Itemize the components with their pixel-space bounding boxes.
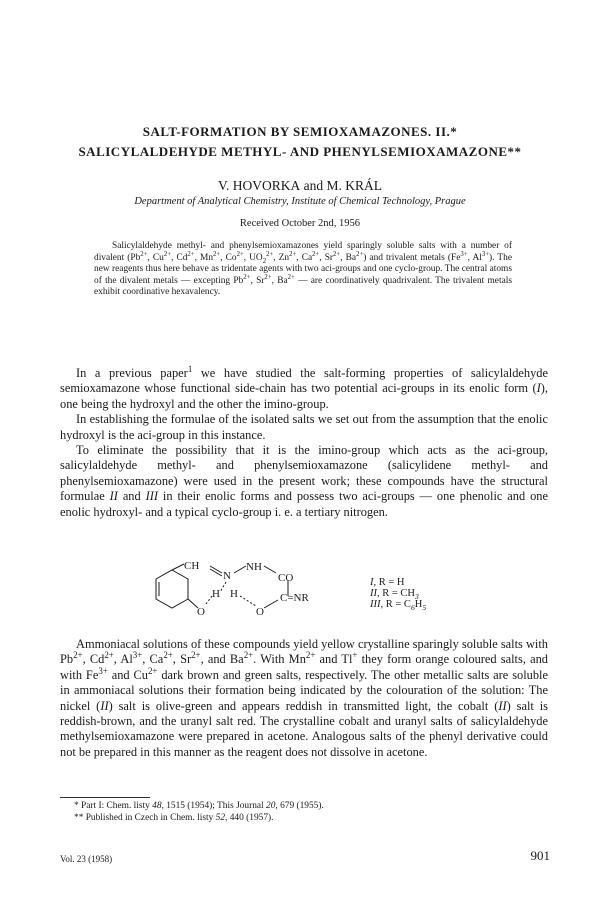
body-text-intro (60, 363, 548, 520)
label-c-nr: C=NR (280, 592, 309, 604)
legend-item: I, R = H (370, 577, 405, 588)
page-number: 901 (530, 848, 550, 863)
label-o-phenol: O (197, 606, 205, 618)
body-text-results (60, 637, 548, 760)
label-h-1: H (212, 588, 220, 600)
footnote-rule (60, 797, 150, 798)
paragraph-1: In a previous paper$^1$ we have studied the salt-forming properties of salicylaldehyde semioxamazone whose functional side-chain has two potential aci-groups in its enolic form (I), one being the hydroxyl and the other the imino-group. (60, 363, 548, 411)
hbond-2 (220, 582, 226, 592)
paragraph-3: To eliminate the possibility that it is the imino-group which acts as the aci-group, salicylaldehyde methyl- and phenylsemioxamazone (salicylidene methyl- and phenylsemioxamazone) were used in the present work; these compounds have the structural formulae II and III in their enolic forms and possess two aci-groups — one phenolic and one enolic hydroxyl- and a typical cyclo-group i. e. a tertiary nitrogen. (60, 443, 548, 519)
author-1: V. HOVORKA (217, 178, 301, 193)
label-co: CO (278, 572, 294, 584)
label-h-2: H (230, 588, 238, 600)
bond-o-c (264, 600, 278, 608)
abstract-paragraph: Salicylaldehyde methyl- and phenylsemioxamazones yield sparingly soluble salts with a number of divalent ($Pb^{2+}$, $Cu^{2+}$, $Cd^{2+}$, $Mn^{2+}$, $Co^{2+}$, $UO_2^{2+}$, $Zn^{2+}$, $Ca^{2+}$, $Sr^{2+}$, $Ba^{2+}$) and trivalent metals ($Fe^{3+}$, $Al^{3+}$). The new reagents thus here behave as tridentate agents with two aci-groups and one cyclo-group. The central atoms of the divalent metals — excepting $Pb^{2+}$, $Sr^{2+}$, $Ba^{2+}$ — are coordinatively quadrivalent. The trivalent metals exhibit coordinative hexavalency. (94, 241, 512, 298)
paper-title-line-1: SALT-FORMATION BY SEMIOXAMAZONES. II.* (142, 124, 458, 139)
label-ch: CH (184, 562, 200, 572)
bond-ring-ch (172, 564, 184, 570)
paragraph-2: In establishing the formulae of the isolated salts we set out from the assumption that the enolic hydroxyl is the aci-group in this instance. (60, 412, 548, 442)
abstract (94, 241, 512, 299)
structural-formula-diagram (150, 562, 550, 630)
footnote-1: * Part I: Chem. listy 48, 1515 (1954); This Journal 20, 679 (1955). (74, 801, 324, 811)
benzene-ring (156, 570, 188, 608)
legend-item: III, $R = C_6H_5$ (370, 599, 427, 613)
footnotes (60, 800, 548, 824)
volume-info: Vol. 23 (1958) (60, 854, 113, 864)
authors-conjunction: and (300, 178, 327, 193)
affiliation: Department of Analytical Chemistry, Institute of Chemical Technology, Prague (134, 196, 466, 207)
bond-nh-co (264, 566, 276, 573)
label-o-enol: O (256, 606, 264, 618)
received-date: Received October 2nd, 1956 (239, 218, 361, 229)
paragraph-4: Ammoniacal solutions of these compounds yield yellow crystalline sparingly soluble salts with $Pb^{2+}$, $Cd^{2+}$, $Al^{3+}$, $Ca^{2+}$, $Sr^{2+}$, and $Ba^{2+}$. With $Mn^{2+}$ and Tl+ they form orange coloured salts, and with $Fe^{3+}$ and $Cu^{2+}$ dark brown and green salts, respectively. The other metallic salts are soluble in ammoniacal solutions their formation being indicated by the colouration of the solution: The nickel (II) salt is olive-green and appears reddish in transmitted light, the cobalt (II) salt is reddish-brown, and the uranyl salt red. The crystalline cobalt and uranyl salts of salicylaldehyde methylsemioxamazone were prepared in acetone. Analogous salts of the phenyl derivative could not be prepared in this manner as the reagent does not dissolve in acetone. (60, 637, 549, 759)
paper-title-line-2: SALICYLALDEHYDE METHYL- AND PHENYLSEMIOXAMAZONE** (78, 144, 522, 159)
authors (0, 178, 600, 194)
hbond-3 (240, 596, 256, 606)
label-n: N (223, 570, 231, 582)
bond-n-nh (234, 566, 246, 573)
author-2: M. KRÁL (326, 178, 383, 193)
legend-item: II, $R = CH_3$ (370, 588, 419, 602)
formula-legend (370, 577, 427, 613)
footnote-2: ** Published in Czech in Chem. listy 52, 440 (1957). (74, 813, 274, 823)
label-nh: NH (246, 562, 262, 573)
reference-marker: 1 (187, 363, 193, 374)
